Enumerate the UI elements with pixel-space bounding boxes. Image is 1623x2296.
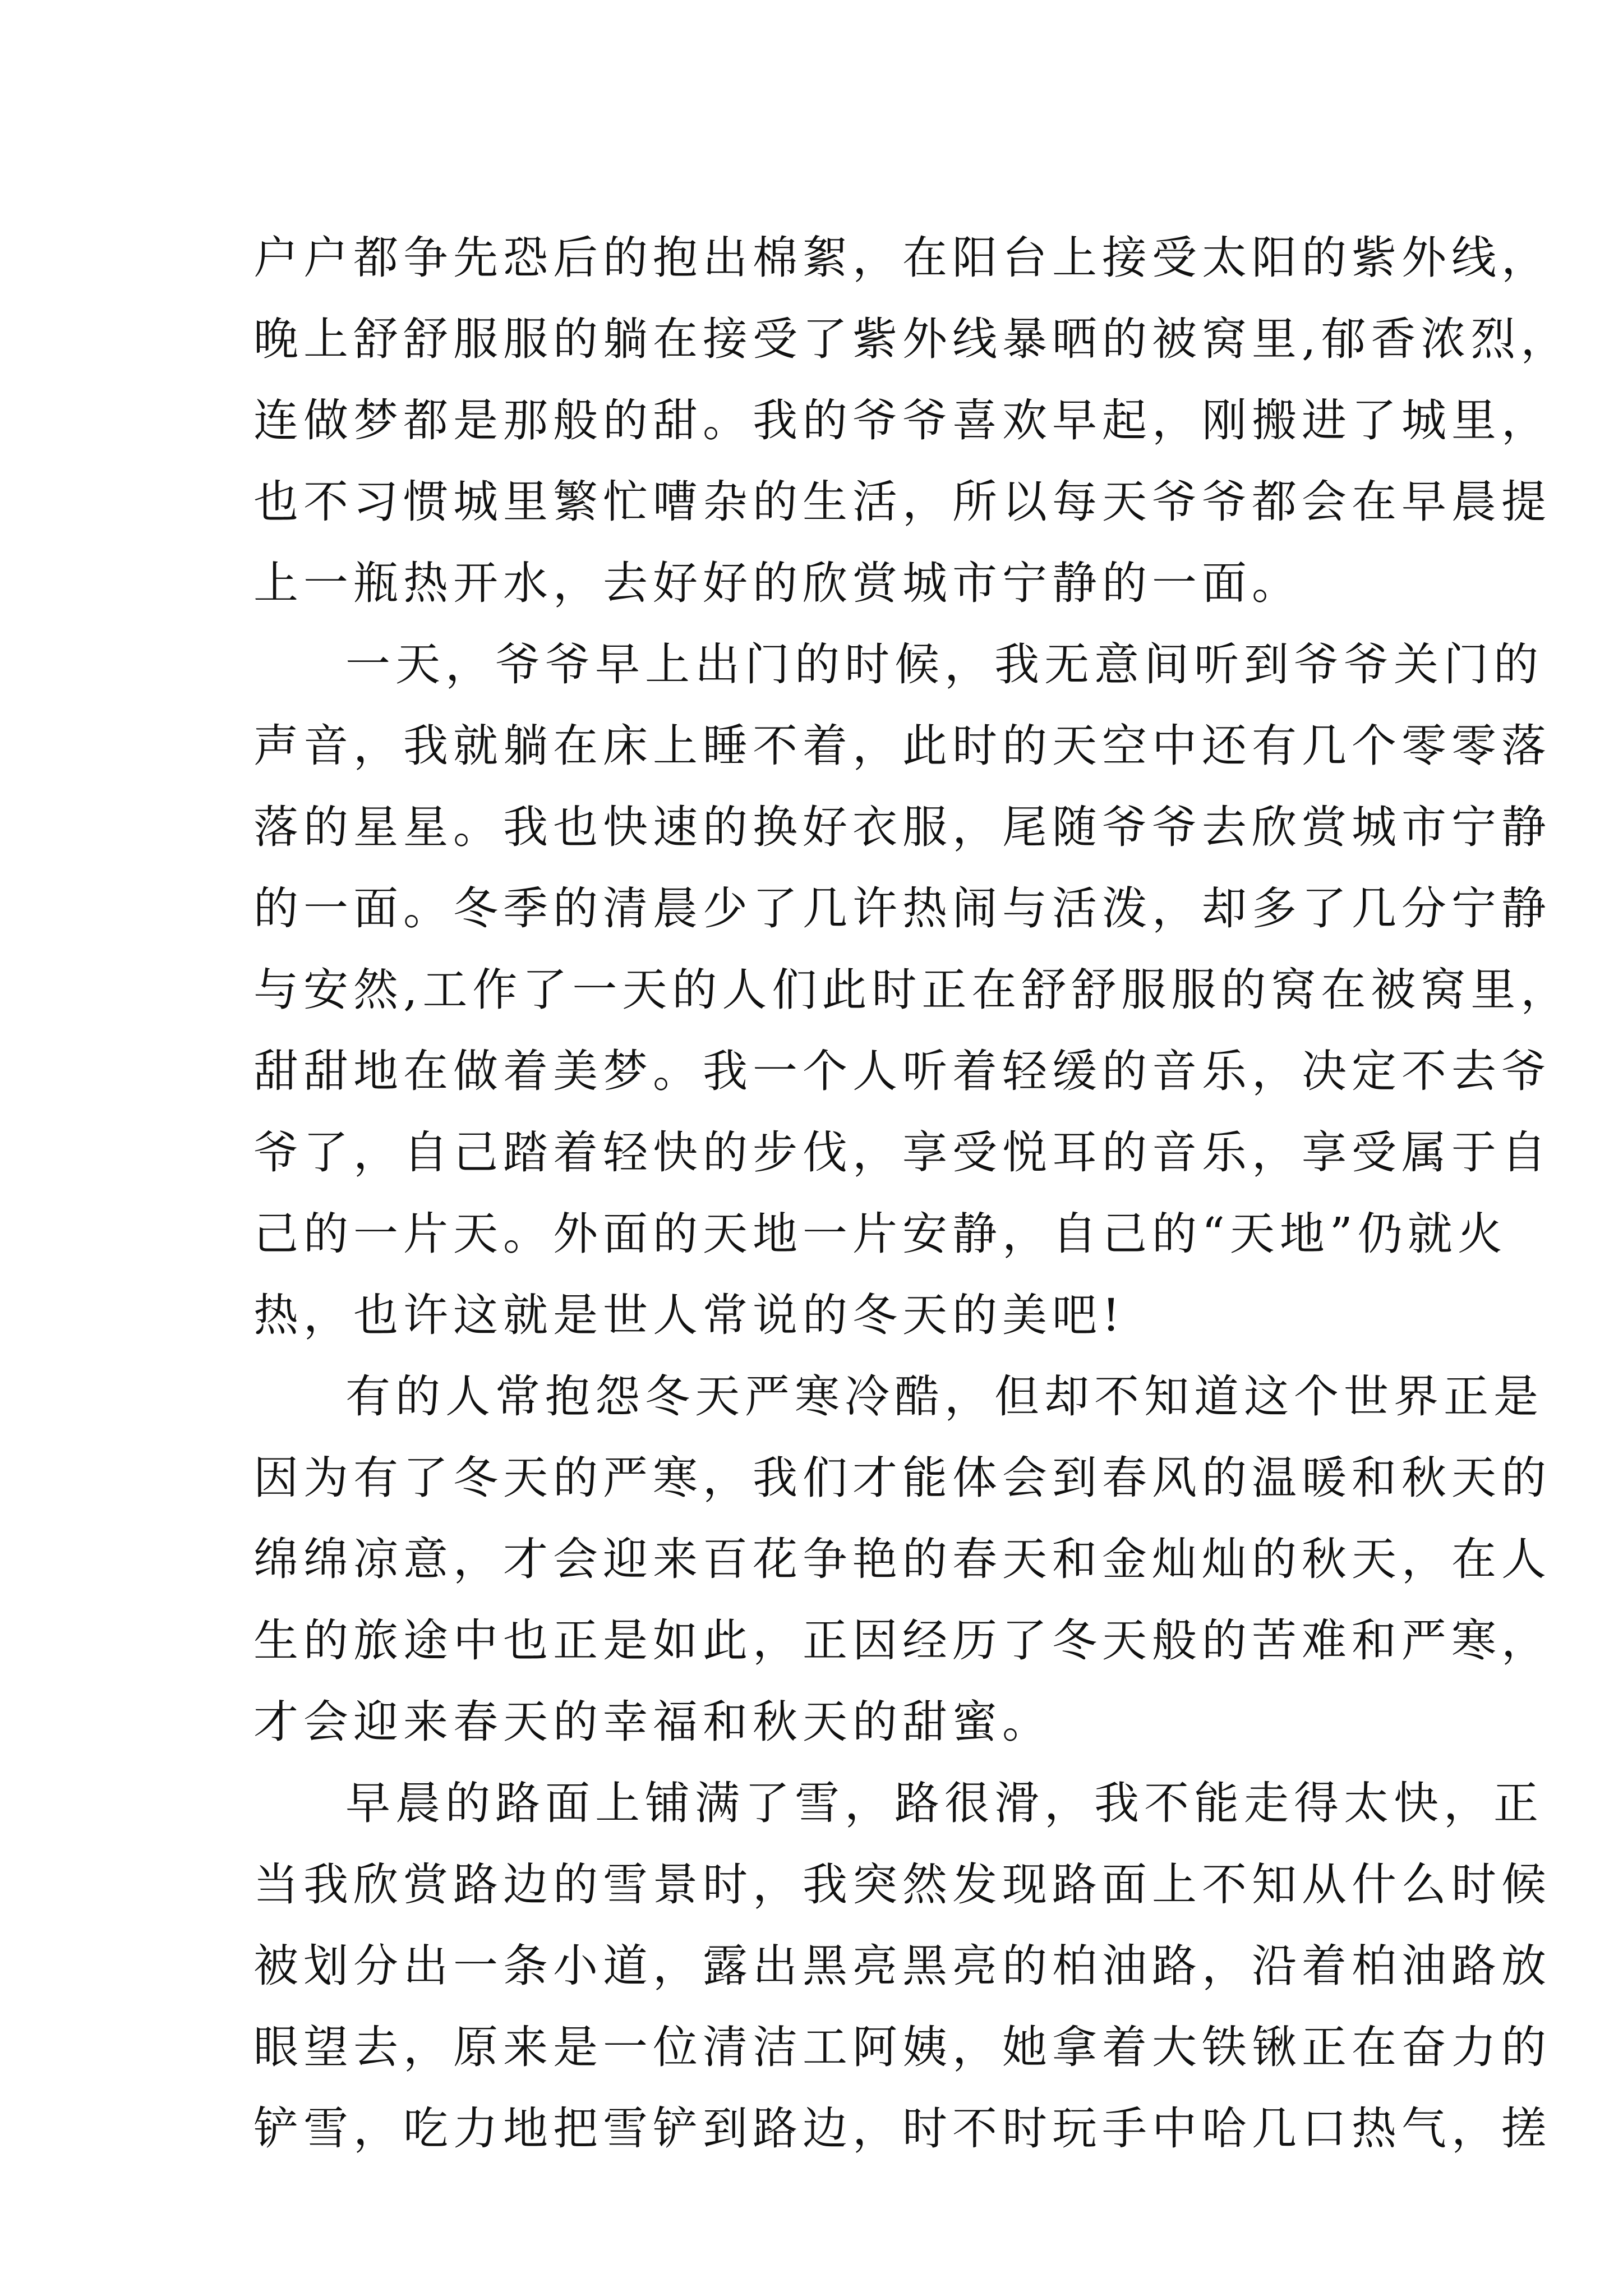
text-line: 连做梦都是那般的甜。我的爷爷喜欢早起，刚搬进了城里， [253, 394, 1551, 447]
text-line: 当我欣赏路边的雪景时，我突然发现路面上不知从什么时候 [253, 1858, 1551, 1911]
text-line: 甜甜地在做着美梦。我一个人听着轻缓的音乐，决定不去爷 [253, 1045, 1551, 1097]
text-line: 铲雪，吃力地把雪铲到路边，时不时玩手中哈几口热气，搓 [253, 2102, 1551, 2155]
paragraph-first-line: 早晨的路面上铺满了雪，路很滑，我不能走得太快，正 [345, 1777, 1543, 1829]
text-line: 绵绵凉意，才会迎来百花争艳的春天和金灿灿的秋天，在人 [253, 1533, 1551, 1585]
text-line: 晚上舒舒服服的躺在接受了紫外线暴晒的被窝里,郁香浓烈， [253, 313, 1571, 365]
text-line: 眼望去，原来是一位清洁工阿姨，她拿着大铁锹正在奋力的 [253, 2021, 1551, 2073]
text-line: 与安然,工作了一天的人们此时正在舒舒服服的窝在被窝里， [253, 964, 1571, 1016]
text-line: 上一瓶热开水，去好好的欣赏城市宁静的一面。 [253, 557, 1302, 609]
text-line: 己的一片天。外面的天地一片安静，自己的“天地”仍就火 [253, 1208, 1507, 1260]
text-line: 户户都争先恐后的抱出棉絮，在阳台上接受太阳的紫外线， [253, 232, 1551, 284]
text-line: 落的星星。我也快速的换好衣服，尾随爷爷去欣赏城市宁静 [253, 801, 1551, 853]
text-line: 热，也许这就是世人常说的冬天的美吧! [253, 1289, 1126, 1341]
text-line: 才会迎来春天的幸福和秋天的甜蜜。 [253, 1696, 1052, 1748]
text-line: 声音，我就躺在床上睡不着，此时的天空中还有几个零零落 [253, 720, 1551, 772]
text-line: 被划分出一条小道，露出黑亮黑亮的柏油路，沿着柏油路放 [253, 1940, 1551, 1992]
text-line: 因为有了冬天的严寒，我们才能体会到春风的温暖和秋天的 [253, 1452, 1551, 1504]
text-line: 爷了，自己踏着轻快的步伐，享受悦耳的音乐，享受属于自 [253, 1126, 1551, 1179]
paragraph-first-line: 有的人常抱怨冬天严寒冷酷，但却不知道这个世界正是 [345, 1370, 1543, 1423]
text-line: 生的旅途中也正是如此，正因经历了冬天般的苦难和严寒， [253, 1614, 1551, 1667]
text-line: 的一面。冬季的清晨少了几许热闹与活泼，却多了几分宁静 [253, 882, 1551, 935]
paragraph-first-line: 一天，爷爷早上出门的时候，我无意间听到爷爷关门的 [345, 638, 1543, 691]
text-line: 也不习惯城里繁忙嘈杂的生活，所以每天爷爷都会在早晨提 [253, 476, 1551, 528]
